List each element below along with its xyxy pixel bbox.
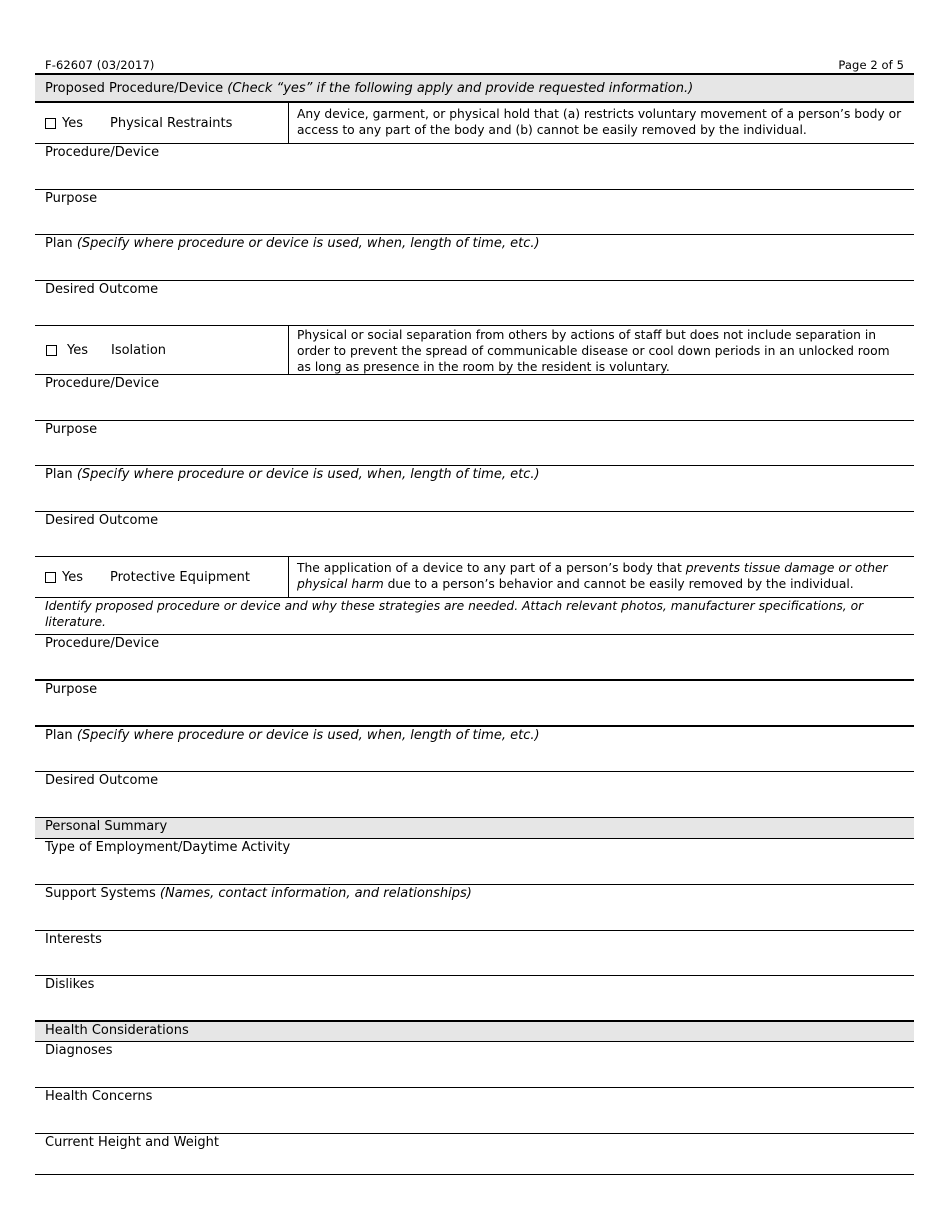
field-label: Procedure/Device [45, 636, 160, 651]
field-note: (Specify where procedure or device is used, when, length of time, etc.) [76, 728, 540, 743]
protective-equipment-option[interactable] [35, 557, 289, 597]
field-label: Support Systems [45, 886, 156, 901]
pr-procedure-field[interactable] [35, 144, 914, 190]
field-label: Interests [45, 932, 102, 947]
yes-label: Yes [67, 342, 88, 358]
pr-outcome-field[interactable] [35, 281, 914, 326]
dislikes-field[interactable] [35, 976, 914, 1021]
physical-restraints-option[interactable] [35, 103, 289, 143]
yes-label: Yes [62, 115, 83, 131]
field-label: Desired Outcome [45, 773, 159, 788]
field-note: (Specify where procedure or device is used, when, length of time, etc.) [76, 467, 540, 482]
isolation-option[interactable] [35, 326, 289, 374]
iso-outcome-field[interactable] [35, 512, 914, 557]
section-title: Health Considerations [45, 1023, 189, 1038]
employment-field[interactable] [35, 839, 914, 885]
physical-restraints-checkbox[interactable] [45, 118, 56, 129]
health-concerns-field[interactable] [35, 1088, 914, 1134]
field-label: Procedure/Device [45, 376, 160, 391]
field-label: Current Height and Weight [45, 1135, 219, 1150]
field-label: Type of Employment/Daytime Activity [45, 840, 291, 855]
isolation-label: Isolation [111, 342, 167, 358]
pr-plan-field[interactable] [35, 235, 914, 281]
section-title: Proposed Procedure/Device [45, 81, 224, 96]
protective-equipment-note: Identify proposed procedure or device and why these strategies are needed. Attach relevant photos, manufacturer specifications, or literature. [35, 598, 914, 635]
field-label: Diagnoses [45, 1043, 113, 1058]
field-note: (Specify where procedure or device is used, when, length of time, etc.) [76, 236, 540, 251]
diagnoses-field[interactable] [35, 1042, 914, 1088]
yes-label: Yes [62, 569, 83, 585]
protective-equipment-row [35, 556, 914, 598]
iso-purpose-field[interactable] [35, 421, 914, 466]
pe-purpose-field[interactable] [35, 681, 914, 727]
physical-restraints-label: Physical Restraints [110, 115, 233, 131]
iso-plan-field[interactable] [35, 466, 914, 512]
section-personal-header [35, 817, 914, 839]
pe-procedure-field[interactable] [35, 635, 914, 681]
field-label: Dislikes [45, 977, 95, 992]
physical-restraints-row [35, 102, 914, 144]
support-systems-field[interactable] [35, 885, 914, 931]
desc-part: due to a person’s behavior and cannot be easily removed by the individual. [383, 577, 854, 591]
field-label: Health Concerns [45, 1089, 153, 1104]
physical-restraints-description: Any device, garment, or physical hold that (a) restricts voluntary movement of a person’s body or access to any part of the body and (b) cannot be easily removed by the individual. [297, 107, 902, 137]
field-label: Purpose [45, 191, 98, 206]
field-label: Purpose [45, 422, 98, 437]
protective-equipment-description [289, 557, 914, 597]
section-note: (Check “yes” if the following apply and provide requested information.) [227, 81, 694, 96]
isolation-checkbox[interactable] [46, 345, 57, 356]
field-label: Desired Outcome [45, 282, 159, 297]
section-proposed-header [35, 73, 914, 102]
desc-emphasis: prevents tissue damage or other physical harm [297, 561, 888, 591]
pr-purpose-field[interactable] [35, 190, 914, 235]
form-number: F-62607 (03/2017) [45, 58, 155, 72]
desc-part: The application of a device to any part of a person’s body that [297, 561, 686, 575]
iso-procedure-field[interactable] [35, 375, 914, 421]
pe-outcome-field[interactable] [35, 772, 914, 817]
field-label: Plan [45, 728, 73, 743]
interests-field[interactable] [35, 931, 914, 976]
field-label: Plan [45, 236, 73, 251]
isolation-description: Physical or social separation from others by actions of staff but does not include separation in order to prevent the spread of communicable disease or cool down periods in an unlocked room as long as presence in the room by the resident is voluntary. [297, 328, 890, 374]
section-health-header [35, 1020, 914, 1042]
field-note: (Names, contact information, and relationships) [159, 886, 472, 901]
field-label: Plan [45, 467, 73, 482]
section-title: Personal Summary [45, 819, 168, 834]
field-label: Procedure/Device [45, 145, 160, 160]
height-weight-field[interactable] [35, 1134, 914, 1175]
protective-equipment-label: Protective Equipment [110, 569, 250, 585]
isolation-row [35, 325, 914, 375]
pe-plan-field[interactable] [35, 727, 914, 772]
field-label: Purpose [45, 682, 98, 697]
protective-equipment-checkbox[interactable] [45, 572, 56, 583]
field-label: Desired Outcome [45, 513, 159, 528]
page-number: Page 2 of 5 [838, 58, 904, 72]
